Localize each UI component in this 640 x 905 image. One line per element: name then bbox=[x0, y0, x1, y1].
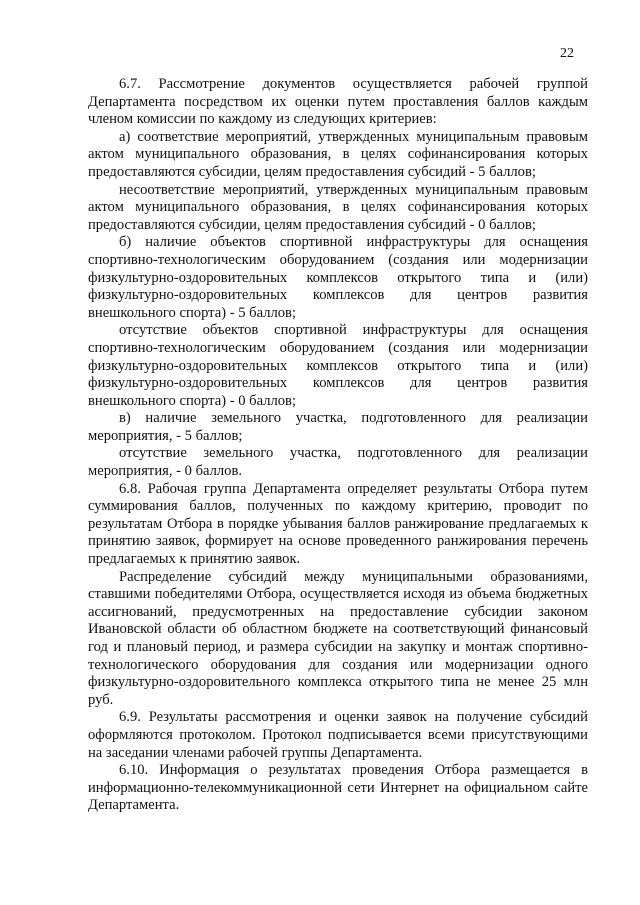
criterion-b-not-met: отсутствие объектов спортивной инфраструктуры для оснащения спортивно-технологическим оборудованием (создания или модернизации физкультурно-оздоровительных комплексов открытого типа и (или) физкультурно-оздоровительных комплексов для центров развития внешкольного спорта) - 0 баллов; bbox=[88, 322, 588, 409]
page-number: 22 bbox=[560, 46, 574, 61]
paragraph-6-9: 6.9. Результаты рассмотрения и оценки заявок на получение субсидий оформляются протоколом. Протокол подписывается всеми присутствующими на заседании членами рабочей группы Департамента. bbox=[88, 709, 588, 761]
paragraph-6-10: 6.10. Информация о результатах проведения Отбора размещается в информационно-телекоммуникационной сети Интернет на официальном сайте Департамента. bbox=[88, 762, 588, 814]
paragraph-6-8: 6.8. Рабочая группа Департамента определяет результаты Отбора путем суммирования баллов, полученных по каждому критерию, проводит по результатам Отбора в порядке убывания баллов ранжирование предлагаемых к принятию заявок, формирует на основе проведенного ранжирования перечень предлагаемых к принятию заявок. bbox=[88, 480, 588, 568]
paragraph-distribution: Распределение субсидий между муниципальными образованиями, ставшими победителями Отбора, осуществляется исходя из объема бюджетных ассигнований, предусмотренных на предоставление субсидии законом Ивановской области об областном бюджете на соответствующий финансовый год и плановый период, и размера субсидии на закупку и монтаж спортивно-технологического оборудования для создания или модернизации одного физкультурно-оздоровительного комплекса открытого типа не менее 25 млн руб. bbox=[88, 568, 588, 708]
document-body bbox=[88, 76, 588, 815]
paragraph-6-7: 6.7. Рассмотрение документов осуществляется рабочей группой Департамента посредством их оценки путем проставления баллов каждым членом комиссии по каждому из следующих критериев: bbox=[88, 76, 588, 128]
criterion-c-not-met: отсутствие земельного участка, подготовленного для реализации мероприятия, - 0 баллов. bbox=[88, 445, 588, 480]
criterion-a-not-met: несоответствие мероприятий, утвержденных муниципальным правовым актом муниципального образования, в целях софинансирования которых предоставляются субсидии, целям предоставления субсидий - 0 баллов; bbox=[88, 181, 588, 233]
criterion-c-met: в) наличие земельного участка, подготовленного для реализации мероприятия, - 5 баллов; bbox=[88, 410, 588, 444]
criterion-b-met: б) наличие объектов спортивной инфраструктуры для оснащения спортивно-технологическим оборудованием (создания или модернизации физкультурно-оздоровительных комплексов открытого типа и (или) физкультурно-оздоровительных комплексов для центров развития внешкольного спорта) - 5 баллов; bbox=[88, 234, 588, 321]
criterion-a-met: а) соответствие мероприятий, утвержденных муниципальным правовым актом муниципального образования, в целях софинансирования которых предоставляются субсидии, целям предоставления субсидий - 5 баллов; bbox=[88, 128, 588, 180]
